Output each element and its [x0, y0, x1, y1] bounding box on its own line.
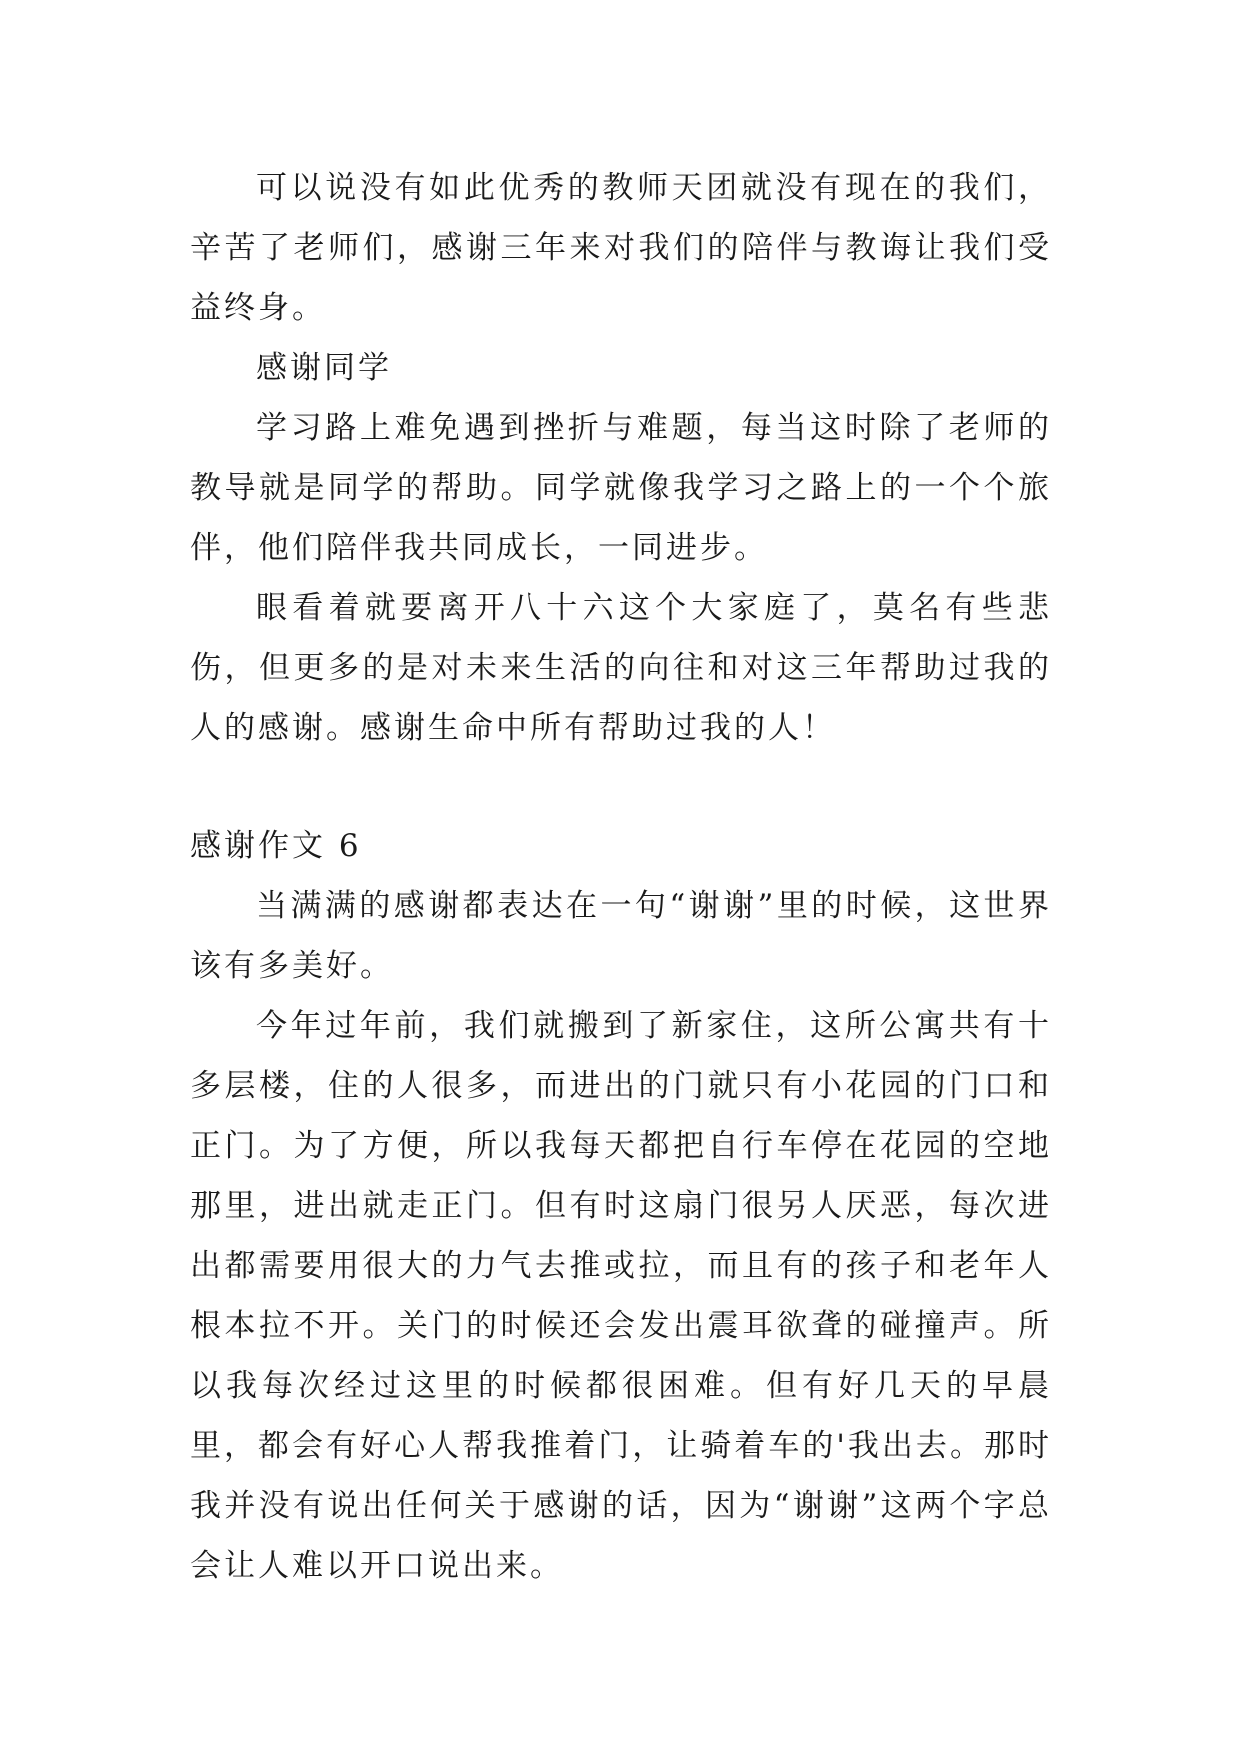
paragraph-teachers-thanks: 可以说没有如此优秀的教师天团就没有现在的我们，辛苦了老师们，感谢三年来对我们的陪伴与教诲让我们受益终身。 — [190, 170, 1052, 326]
paragraph-leaving-family: 眼看着就要离开八十六这个大家庭了，莫名有些悲伤，但更多的是对未来生活的向往和对这三年帮助过我的人的感谢。感谢生命中所有帮助过我的人！ — [190, 590, 1052, 746]
paragraph-classmates-help: 学习路上难免遇到挫折与难题，每当这时除了老师的教导就是同学的帮助。同学就像我学习之路上的一个个旅伴，他们陪伴我共同成长，一同进步。 — [190, 410, 1052, 566]
section-title: 感谢作文 6 — [190, 828, 362, 864]
paragraph-intro-thanks: 当满满的感谢都表达在一句“谢谢”里的时候，这世界该有多美好。 — [190, 888, 1052, 984]
section-6 — [190, 816, 1052, 1596]
document-body — [190, 158, 1052, 1596]
paragraph-door-story: 今年过年前，我们就搬到了新家住，这所公寓共有十多层楼，住的人很多，而进出的门就只有小花园的门口和正门。为了方便，所以我每天都把自行车停在花园的空地那里，进出就走正门。但有时这扇门很另人厌恶，每次进出都需要用很大的力气去推或拉，而且有的孩子和老年人根本拉不开。关门的时候还会发出震耳欲聋的碰撞声。所以我每次经过这里的时候都很困难。但有好几天的早晨里，都会有好心人帮我推着门，让骑着车的'我出去。那时我并没有说出任何关于感谢的话，因为“谢谢”这两个字总会让人难以开口说出来。 — [190, 1008, 1052, 1584]
subheading-thank-classmates: 感谢同学 — [256, 350, 392, 386]
